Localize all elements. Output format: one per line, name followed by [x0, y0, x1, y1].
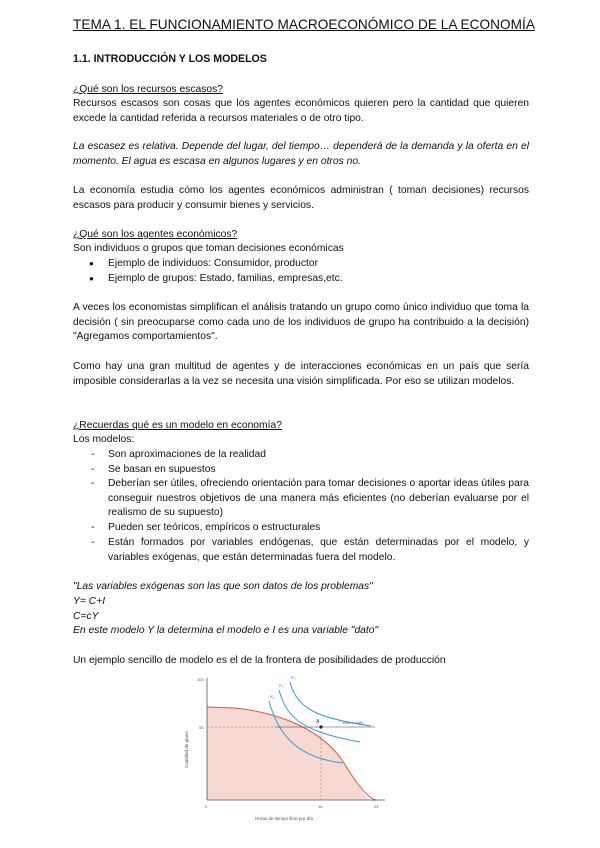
bullet-icon: ● [89, 274, 94, 283]
question-heading-scarce-resources: ¿Qué son los recursos escasos? [73, 84, 223, 95]
dash-bullet: - [91, 522, 95, 533]
x-axis-label: Horas de tiempo libre por día [255, 816, 314, 821]
list-item: Deberían ser útiles, ofreciendo orientación para tomar decisiones o aportar ideas útiles para conseguir nuestros objetivos de una manera más eficientes (no deberían evaluarse por el realismo de su supuesto) [108, 478, 529, 519]
question-heading-economic-agents: ¿Qué son los agentes económicos? [73, 229, 238, 240]
ppf-figure [175, 668, 405, 828]
list-item: Se basan en supuestos [108, 464, 216, 475]
paragraph-scarcity-relative: La escasez es relativa. Depende del lugar, del tiempo… dependerá de la demanda y la oferta en el momento. El agua es escasa en algunos lugares y en otros no. [73, 141, 529, 167]
curve-label-k1: K₁ [270, 694, 275, 699]
x-tick-label: 24 [374, 804, 379, 809]
page-title: TEMA 1. EL FUNCIONAMIENTO MACROECONÓMICO DE LA ECONOMÍA [73, 17, 535, 32]
paragraph-models-needed: Como hay una gran multitud de agentes y de interacciones económicas en un país que sería imposible considerarlas a la vez se necesita una visión simplificada. Por eso se utilizan modelos. [73, 361, 529, 387]
paragraph-aggregation: A veces los economistas simplifican el análisis tratando un grupo como único individuo que toma la decisión ( sin preocuparse como cada uno de los individuos de grupo ha contribuido a la decisión) "Agregamos comportamientos". [73, 302, 529, 343]
dash-bullet: - [91, 449, 95, 460]
x-tick-label: 0 [205, 804, 208, 809]
dash-bullet: - [91, 537, 95, 548]
section-heading: 1.1. INTRODUCCIÓN Y LOS MODELOS [73, 53, 267, 65]
paragraph-agents-intro: Son individuos o grupos que toman decisiones económicas [73, 243, 344, 254]
list-item: Son aproximaciones de la realidad [108, 449, 266, 460]
question-heading-model: ¿Recuerdas qué es un modelo en economía? [73, 420, 282, 431]
y-tick-label: 100 [197, 677, 204, 682]
quote-model-explanation: En este modelo Y la determina el modelo e I es una variable "dato" [73, 625, 379, 636]
equation-income: Y= C+I [73, 596, 106, 607]
list-item: Están formados por variables endógenas, que están determinadas por el modelo, y variables exógenas, que están determinadas fuera del modelo. [108, 537, 529, 563]
quote-exogenous: "Las variables exógenas son las que son datos de los problemas" [73, 581, 373, 592]
point-a-label: A [316, 719, 320, 725]
curve-label-k3: K₃ [291, 675, 296, 680]
paragraph-scarce-resources: Recursos escasos son cosas que los agentes económicos quieren pero la cantidad que quieren excede la cantidad referida a recursos materiales o de otro tipo. [73, 98, 529, 124]
budget-line-label: I/W₀ = 1/W₁ [343, 720, 364, 725]
point-a [319, 725, 322, 728]
dash-bullet: - [91, 464, 95, 475]
y-axis-label: Cantidad de grano [184, 730, 189, 768]
list-item: Ejemplo de individuos: Consumidor, productor [108, 258, 319, 269]
list-item: Pueden ser teóricos, empíricos o estructurales [108, 522, 321, 533]
paragraph-economics-definition: La economía estudia cómo los agentes económicos administran ( toman decisiones) recursos escasos para producir y consumir bienes y servicios. [73, 185, 529, 211]
y-tick-label: 55 [199, 725, 204, 730]
paragraph-example: Un ejemplo sencillo de modelo es el de la frontera de posibilidades de producción [73, 655, 446, 666]
dash-bullet: - [91, 478, 95, 489]
bullet-icon: ● [89, 259, 94, 268]
equation-consumption: C=cY [73, 611, 99, 622]
curve-label-k2: K₂ [279, 683, 284, 688]
list-item: Ejemplo de grupos: Estado, familias, empresas,etc. [108, 273, 343, 284]
paragraph-models-intro: Los modelos: [73, 434, 135, 445]
x-tick-label: 16 [318, 804, 323, 809]
